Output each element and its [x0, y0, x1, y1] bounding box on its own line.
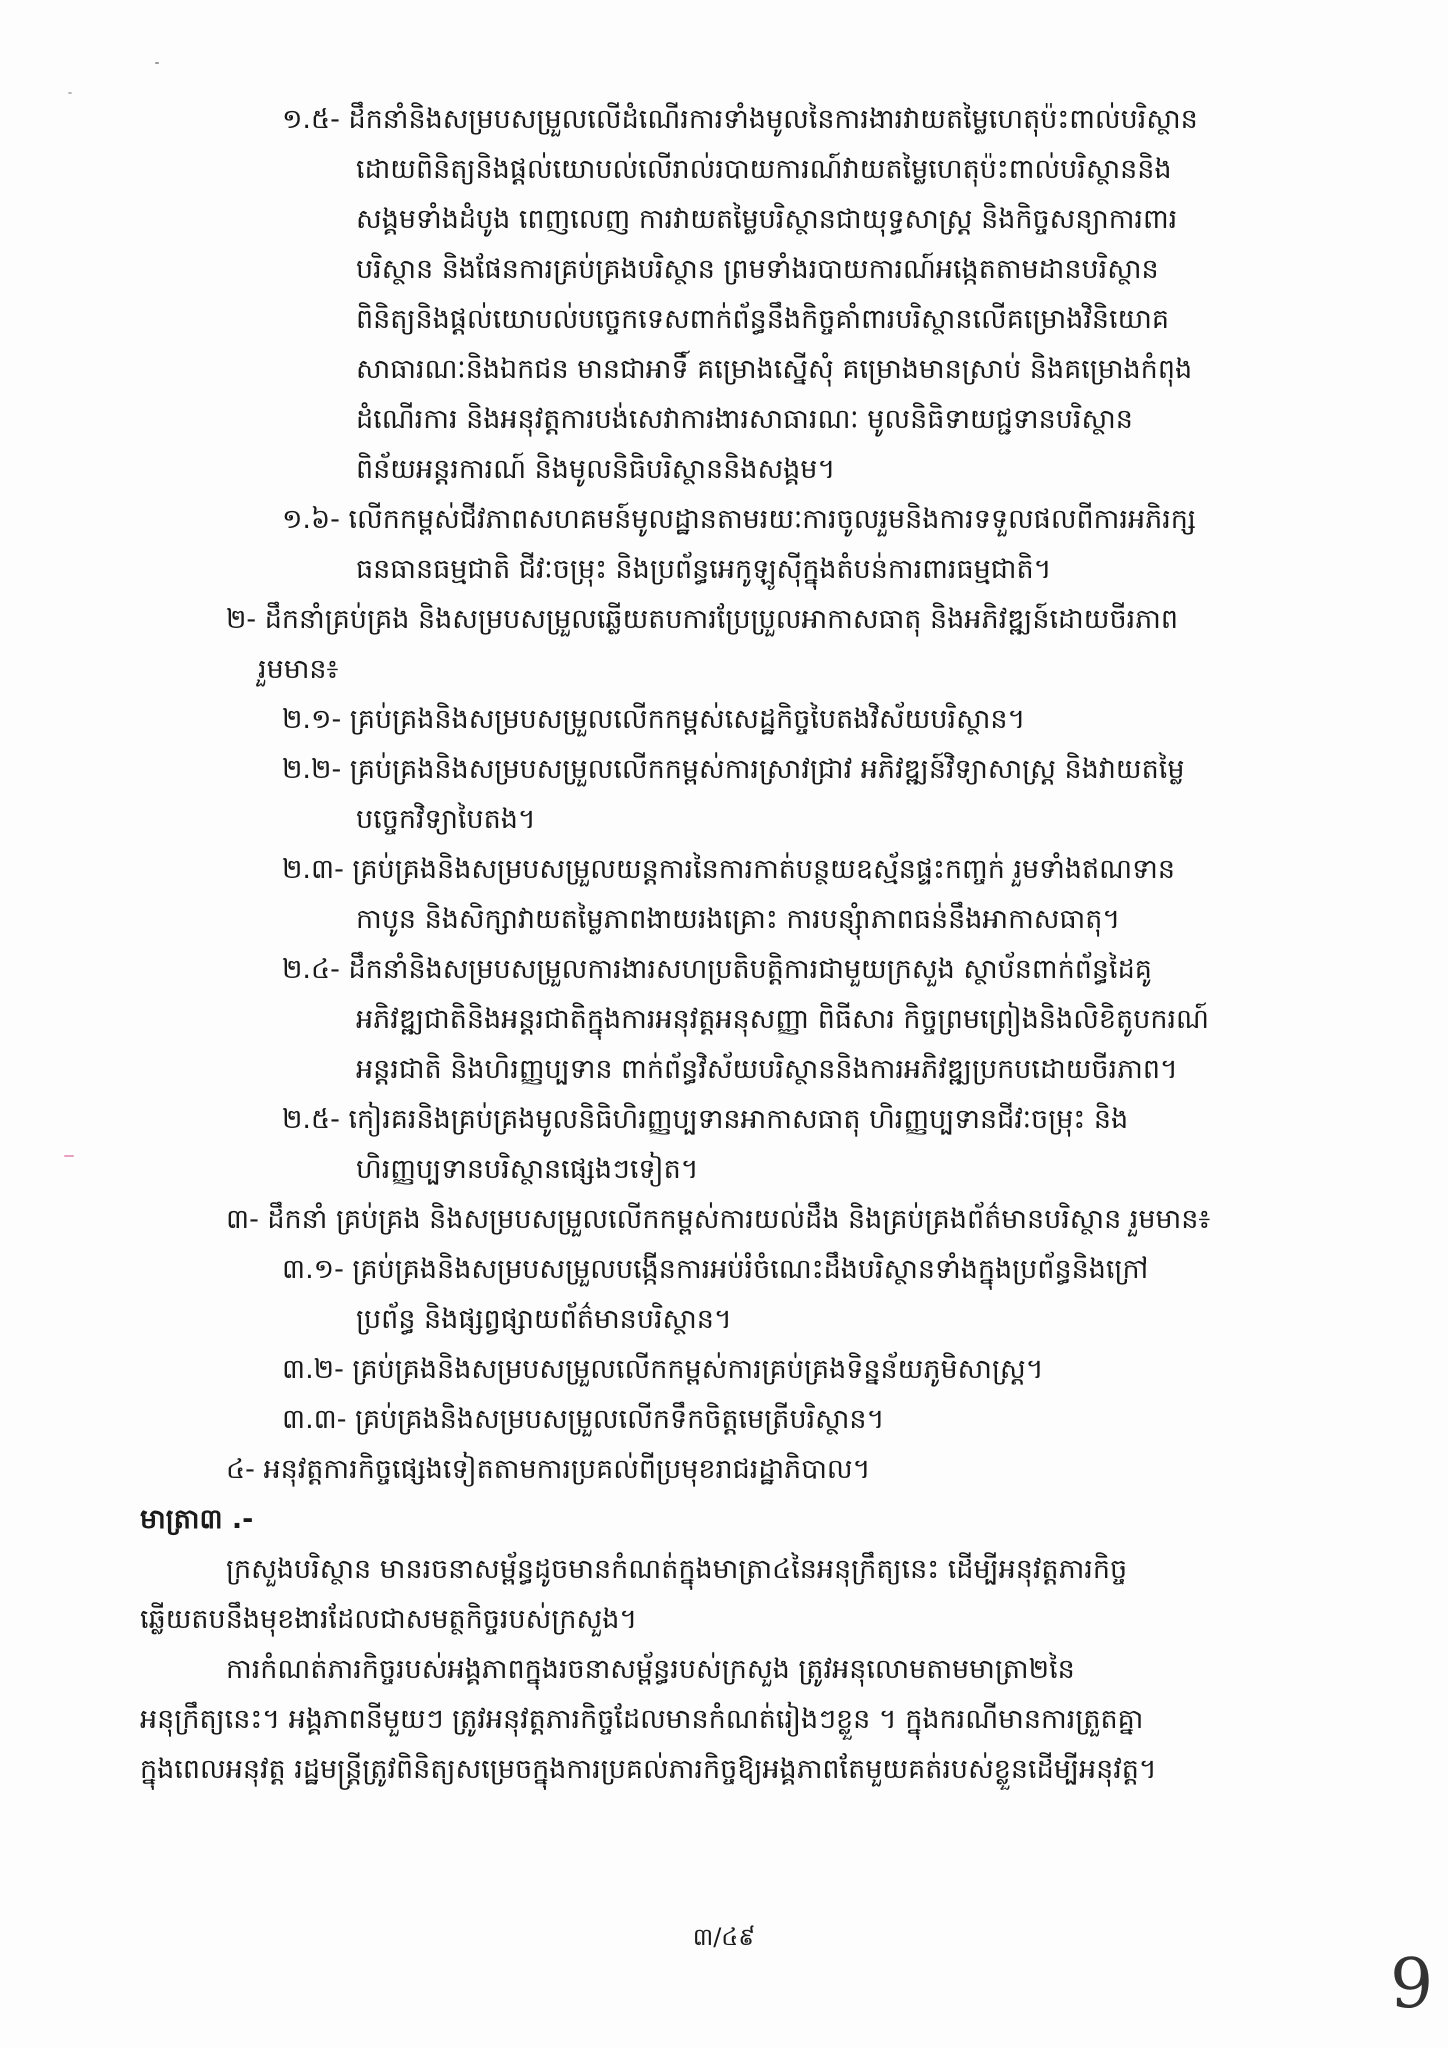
text-line: បច្ចេកវិទ្យាបៃតង។ [356, 804, 536, 835]
text-line: អនុក្រឹត្យនេះ។ អង្គភាពនីមួយៗ ត្រូវអនុវត្តភារកិច្ចដែលមានកំណត់រៀងៗខ្លួន ។ ក្នុងករណីមានការត្រួតគ្នា [140, 1704, 1144, 1735]
text-line: ៤- អនុវត្តការកិច្ចផ្សេងទៀតតាមការប្រគល់ពីប្រមុខរាជរដ្ឋាភិបាល។ [226, 1454, 871, 1485]
handwritten-mark: 9 [1390, 1945, 1434, 2024]
text-line: ២.១- គ្រប់គ្រងនិងសម្របសម្រួលលើកកម្ពស់សេដ្ឋកិច្ចបៃតងវិស័យបរិស្ថាន។ [282, 704, 1026, 735]
text-line: ២.៤- ដឹកនាំនិងសម្របសម្រួលការងារសហប្រតិបត្តិការជាមួយក្រសួង ស្ថាប័នពាក់ព័ន្ធដៃគូ [282, 954, 1152, 985]
scan-speck [155, 62, 159, 64]
text-line: ធនធានធម្មជាតិ ជីវៈចម្រុះ និងប្រព័ន្ធអេកូឡូស៊ីក្នុងតំបន់ការពារធម្មជាតិ។ [356, 554, 1052, 585]
text-line: ពិនិត្យនិងផ្តល់យោបល់បច្ចេកទេសពាក់ព័ន្ធនឹងកិច្ចគាំពារបរិស្ថានលើគម្រោងវិនិយោគ [356, 304, 1170, 335]
text-line: កាបូន និងសិក្សាវាយតម្លៃភាពងាយរងគ្រោះ ការបន្សុំាភាពធន់នឹងអាកាសធាតុ។ [356, 904, 1121, 935]
text-line: ពិន័យអន្តរការណ៍ និងមូលនិធិបរិស្ថាននិងសង្គម។ [356, 454, 836, 485]
text-line: សង្គមទាំងដំបូង ពេញលេញ ការវាយតម្លៃបរិស្ថានជាយុទ្ធសាស្ត្រ និងកិច្ចសន្យាការពារ [356, 204, 1178, 235]
scan-speck [68, 92, 72, 94]
text-line: ១.៥- ដឹកនាំនិងសម្របសម្រួលលើដំណើរការទាំងមូលនៃការងារវាយតម្លៃហេតុប៉ះពាល់បរិស្ថាន [282, 104, 1198, 135]
page-number: ៣/៤៩ [692, 1923, 756, 1951]
text-line: សាធារណៈនិងឯកជន មានជាអាទិ៍ គម្រោងស្នើសុំ គម្រោងមានស្រាប់ និងគម្រោងកំពុង [356, 354, 1193, 385]
text-line: ៣.១- គ្រប់គ្រងនិងសម្របសម្រួលបង្កើនការអប់រំចំណេះដឹងបរិស្ថានទាំងក្នុងប្រព័ន្ធនិងក្រៅ [282, 1254, 1149, 1285]
text-line: អភិវឌ្ឍជាតិនិងអន្តរជាតិក្នុងការអនុវត្តអនុសញ្ញា ពិធីសារ កិច្ចព្រមព្រៀងនិងលិខិតូបករណ៍ [356, 1004, 1210, 1035]
text-line: ដោយពិនិត្យនិងផ្តល់យោបល់លើរាល់របាយការណ៍វាយតម្លៃហេតុប៉ះពាល់បរិស្ថាននិង [356, 154, 1172, 185]
text-line: ២- ដឹកនាំគ្រប់គ្រង និងសម្របសម្រួលឆ្លើយតបការប្រែប្រួលអាកាសធាតុ និងអភិវឌ្ឍន៍ដោយចីរភាព [226, 604, 1179, 635]
text-line: ១.៦- លើកកម្ពស់ជីវភាពសហគមន៍មូលដ្ឋានតាមរយៈការចូលរួមនិងការទទួលផលពីការអភិរក្ស [282, 504, 1196, 535]
text-line: ហិរញ្ញប្បទានបរិស្ថានផ្សេងៗទៀត។ [356, 1154, 699, 1185]
text-line: ក្នុងពេលអនុវត្ត រដ្ឋមន្ត្រីត្រូវពិនិត្យសម្រេចក្នុងការប្រគល់ភារកិច្ចឱ្យអង្គភាពតែមួយគត់របស់ខ្លួនដើម្បីអនុវត្ត។ [140, 1754, 1157, 1785]
text-line: ៣- ដឹកនាំ គ្រប់គ្រង និងសម្របសម្រួលលើកកម្ពស់ការយល់ដឹង និងគ្រប់គ្រងព័ត៌មានបរិស្ថាន រួមមាន៖ [226, 1204, 1211, 1235]
text-line: ២.៥- កៀរគរនិងគ្រប់គ្រងមូលនិធិហិរញ្ញប្បទានអាកាសធាតុ ហិរញ្ញប្បទានជីវៈចម្រុះ និង [282, 1104, 1129, 1135]
text-line: បរិស្ថាន និងផែនការគ្រប់គ្រងបរិស្ថាន ព្រមទាំងរបាយការណ៍អង្កេតតាមដានបរិស្ថាន [356, 254, 1159, 285]
text-line: ការកំណត់ភារកិច្ចរបស់អង្គភាពក្នុងរចនាសម្ព័ន្ធរបស់ក្រសួង ត្រូវអនុលោមតាមមាត្រា២នៃ [226, 1654, 1075, 1685]
text-line: ឆ្លើយតបនឹងមុខងារដែលជាសមត្ថកិច្ចរបស់ក្រសួង។ [140, 1604, 638, 1635]
text-line: ដំណើរការ និងអនុវត្តការបង់សេវាការងារសាធារណៈ មូលនិធិទាយជ្ជទានបរិស្ថាន [356, 404, 1133, 435]
text-line: រួមមាន៖ [258, 654, 339, 685]
article-heading: មាត្រា៣ .- [140, 1504, 254, 1535]
text-line: ២.២- គ្រប់គ្រងនិងសម្របសម្រួលលើកកម្ពស់ការស្រាវជ្រាវ អភិវឌ្ឍន៍វិទ្យាសាស្ត្រ និងវាយតម្លៃ [282, 754, 1185, 785]
text-line: ៣.២- គ្រប់គ្រងនិងសម្របសម្រួលលើកកម្ពស់ការគ្រប់គ្រងទិន្នន័យភូមិសាស្ត្រ។ [282, 1354, 1044, 1385]
text-line: ក្រសួងបរិស្ថាន មានរចនាសម្ព័ន្ធដូចមានកំណត់ក្នុងមាត្រា៤នៃអនុក្រឹត្យនេះ ដើម្បីអនុវត្តភារកិច្ច [226, 1554, 1128, 1585]
text-line: ប្រព័ន្ធ និងផ្សព្វផ្សាយព័ត៌មានបរិស្ថាន។ [356, 1304, 732, 1335]
text-line: អន្តរជាតិ និងហិរញ្ញប្បទាន ពាក់ព័ន្ធវិស័យបរិស្ថាននិងការអភិវឌ្ឍប្រកបដោយចីរភាព។ [356, 1054, 1178, 1085]
text-line: ៣.៣- គ្រប់គ្រងនិងសម្របសម្រួលលើកទឹកចិត្តមេត្រីបរិស្ថាន។ [282, 1404, 885, 1435]
text-line: ២.៣- គ្រប់គ្រងនិងសម្របសម្រួលយន្តការនៃការកាត់បន្ថយឧស្ម័នផ្ទះកញ្ចក់ រួមទាំងឥណទាន [282, 854, 1175, 885]
